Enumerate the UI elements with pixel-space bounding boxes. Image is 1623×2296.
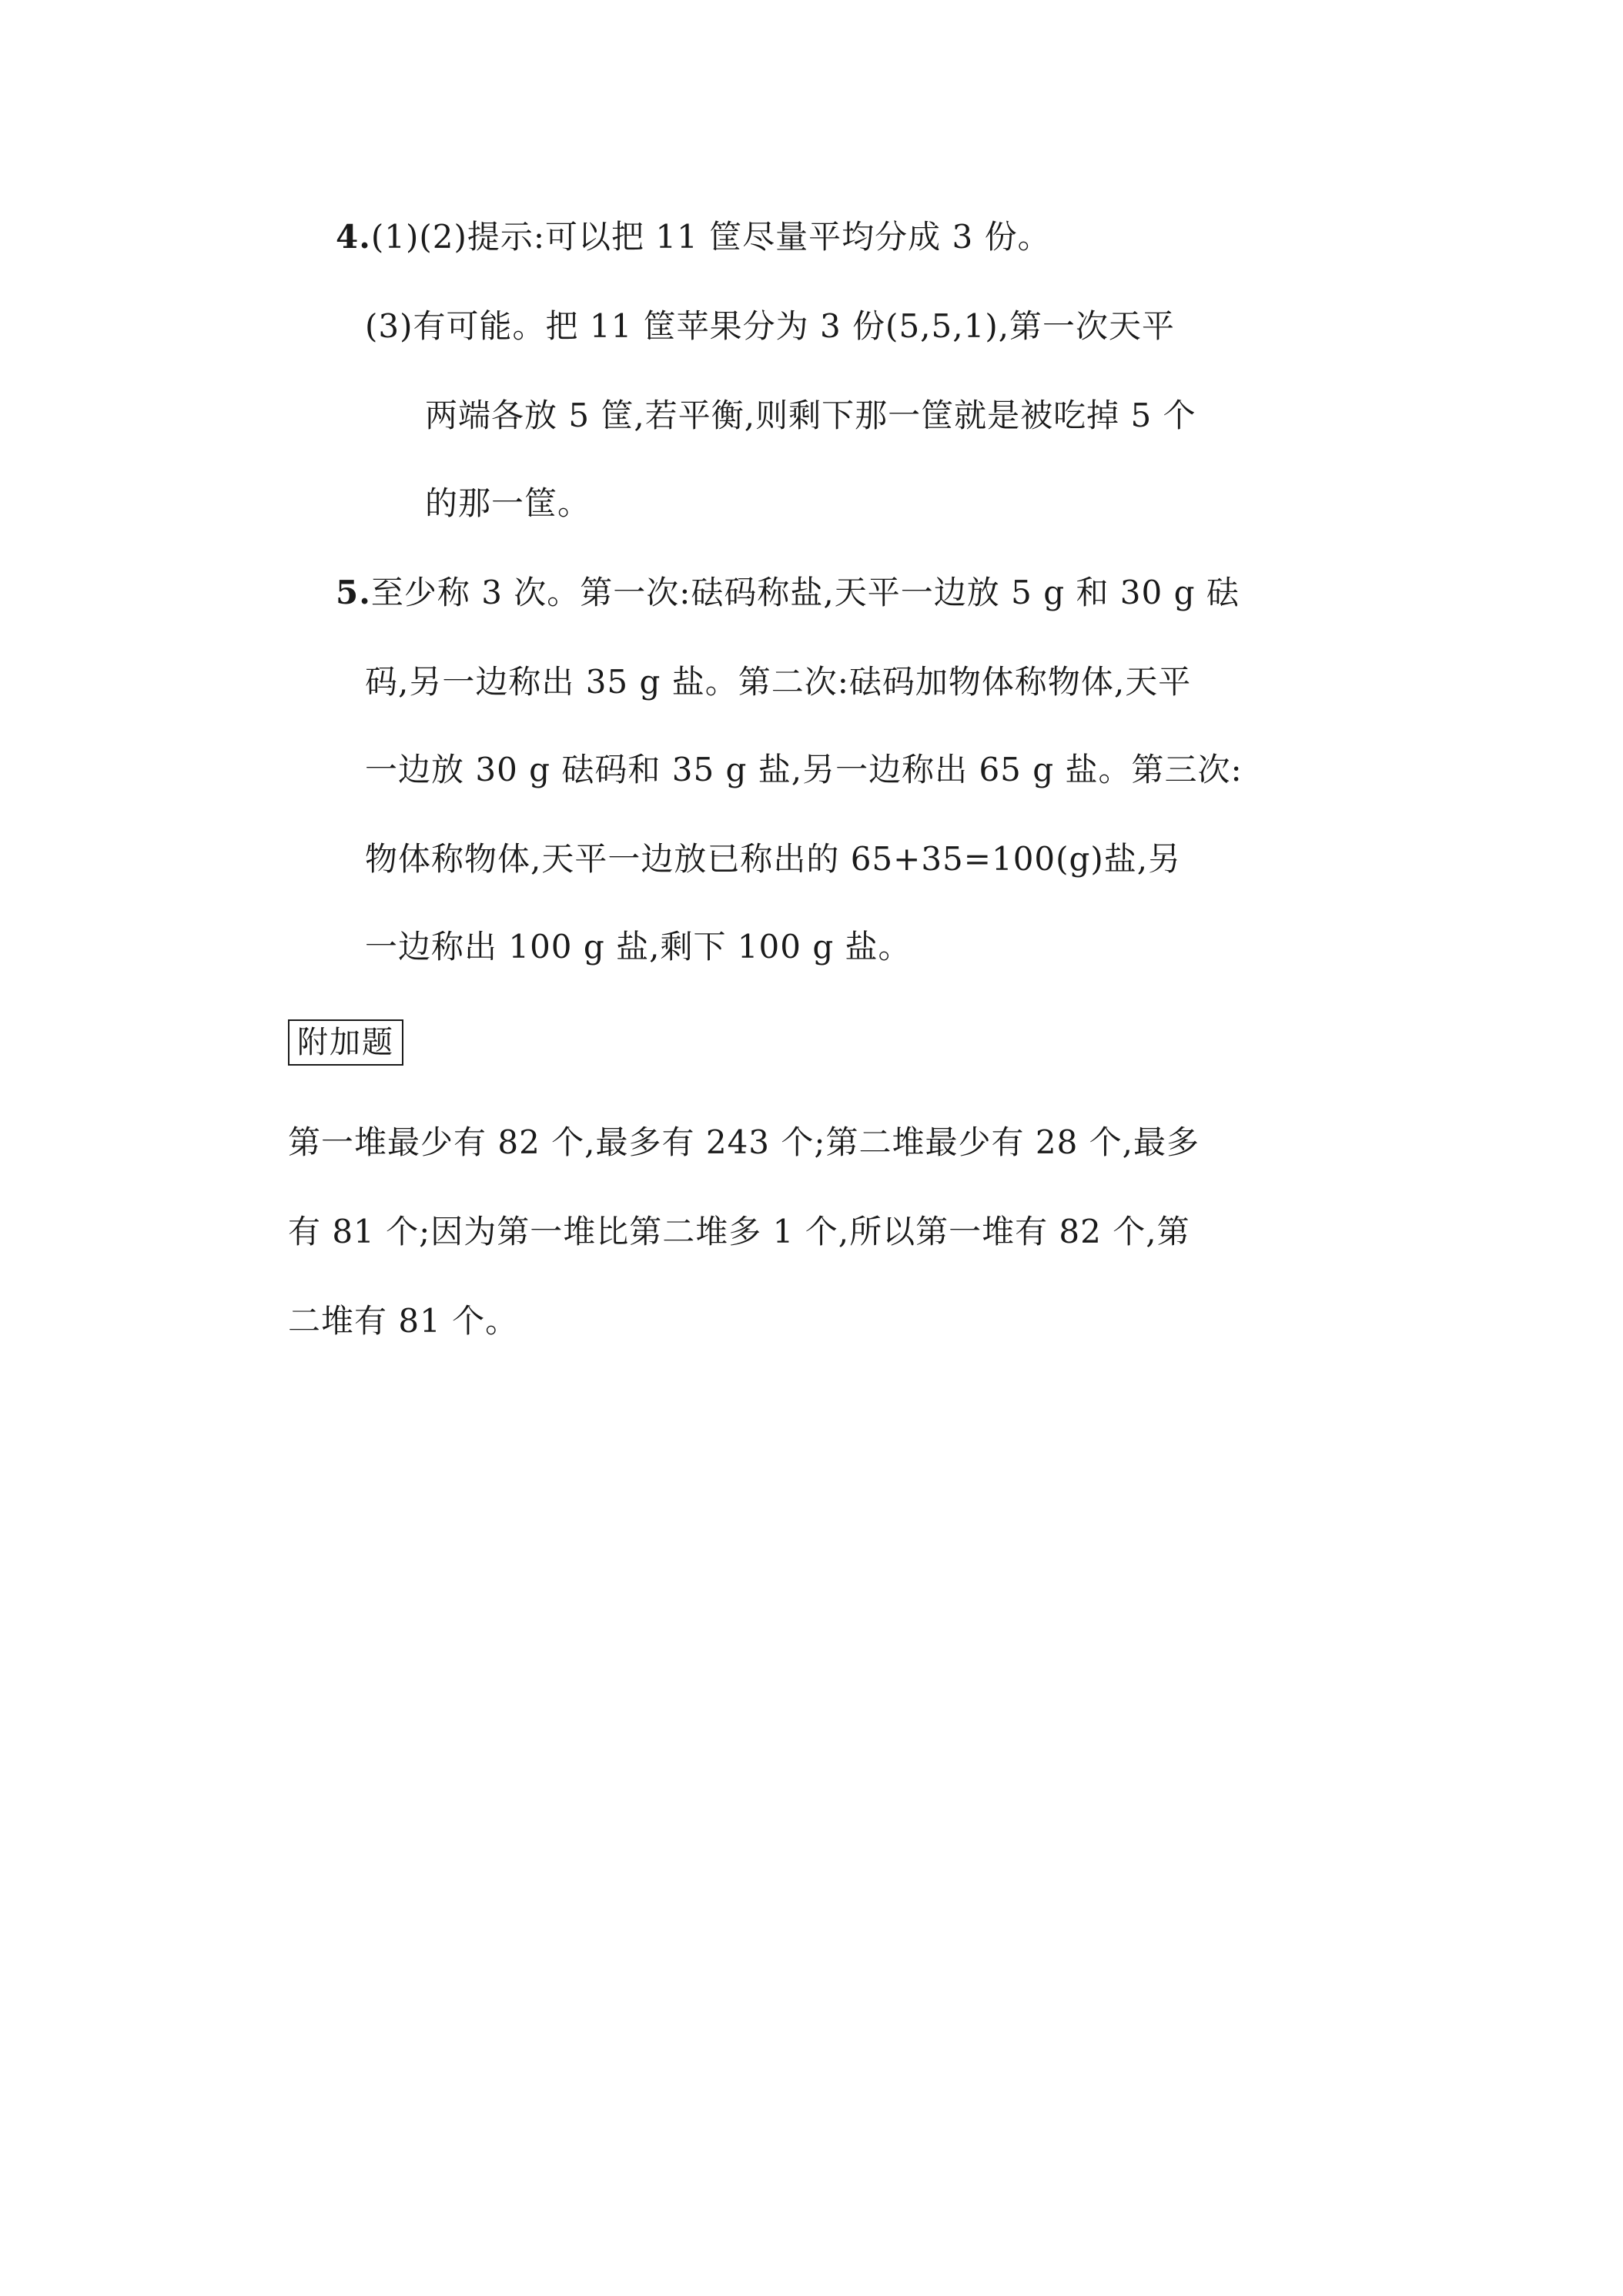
q4-line-2: (3)有可能。把 11 筐苹果分为 3 份(5,5,1),第一次天平 [365,307,1176,345]
q4-number: 4. [336,218,371,256]
q5-number: 5. [336,574,371,611]
extra-title: 附加题 [288,1019,403,1066]
extra-line-1: 第一堆最少有 82 个,最多有 243 个;第二堆最少有 28 个,最多 [288,1123,1200,1161]
q4-line-4: 的那一筐。 [425,484,591,522]
extra-line-3: 二堆有 81 个。 [288,1302,519,1340]
q5-line-2: 码,另一边称出 35 g 盐。第二次:砝码加物体称物体,天平 [365,663,1192,701]
q5-line-1 [336,571,1240,614]
q5-line-4: 物体称物体,天平一边放已称出的 65+35=100(g)盐,另 [365,840,1182,878]
extra-line-2: 有 81 个;因为第一堆比第二堆多 1 个,所以第一堆有 82 个,第 [288,1213,1190,1250]
q4-line-1-text: (1)(2)提示:可以把 11 筐尽量平均分成 3 份。 [370,218,1051,256]
q4-line-1 [336,216,1051,259]
q5-line-1-text: 至少称 3 次。第一次:砝码称盐,天平一边放 5 g 和 30 g 砝 [370,574,1240,611]
q5-line-5: 一边称出 100 g 盐,剩下 100 g 盐。 [365,928,912,966]
q4-line-3: 两端各放 5 筐,若平衡,则剩下那一筐就是被吃掉 5 个 [425,397,1196,434]
q5-line-3: 一边放 30 g 砝码和 35 g 盐,另一边称出 65 g 盐。第三次: [365,751,1243,788]
